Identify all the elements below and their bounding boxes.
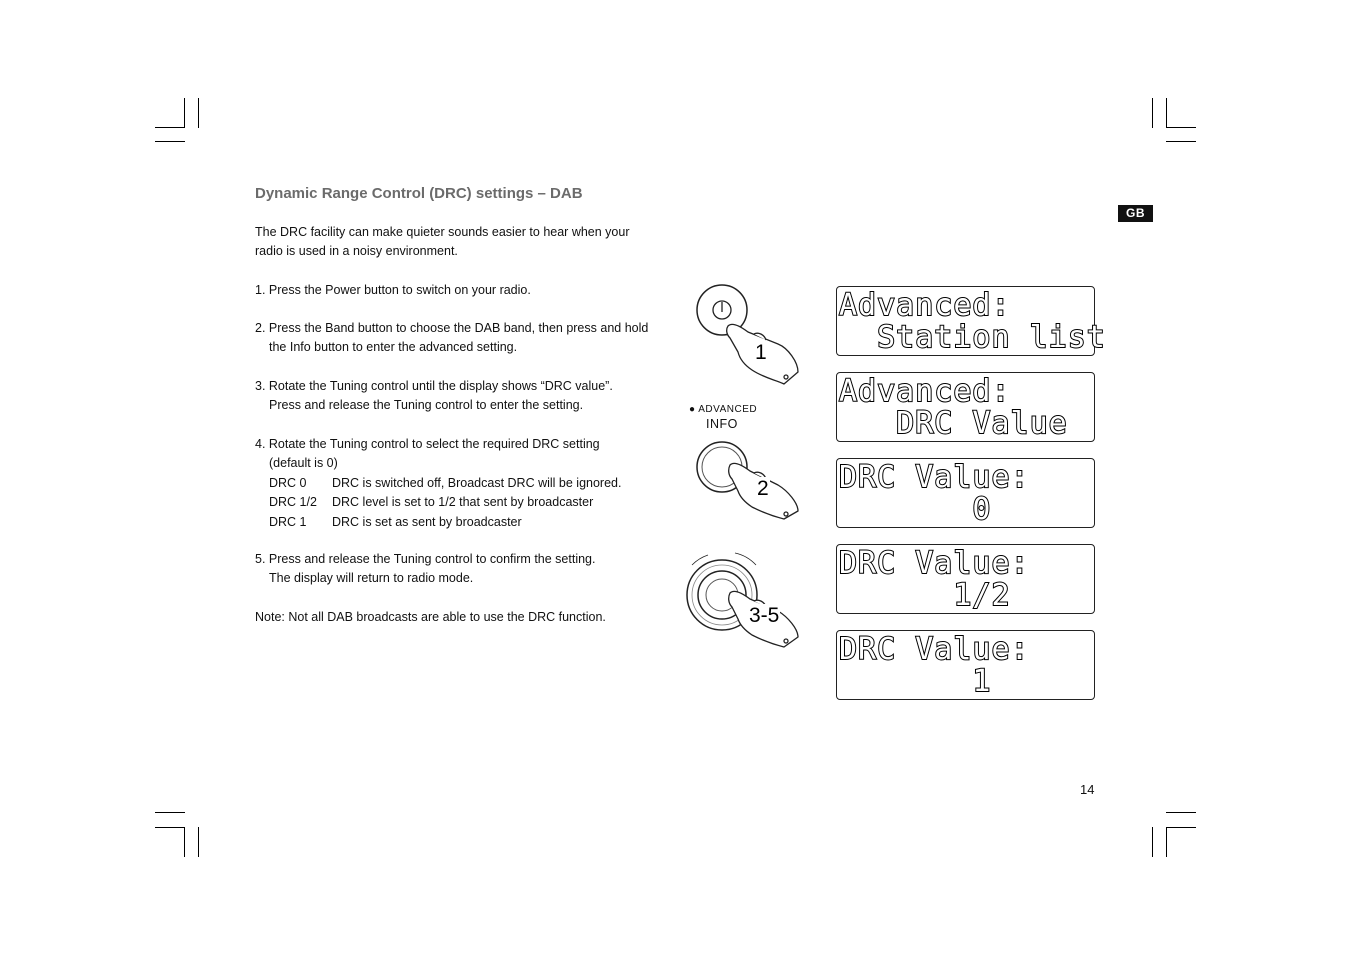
step-label-1: 1 (755, 341, 767, 364)
step-label-3-5: 3-5 (749, 604, 780, 627)
drc-option-key: DRC 0 (269, 476, 307, 490)
intro-line-1: The DRC facility can make quieter sounds easier to hear when your (255, 225, 630, 239)
lcd-line-1: Advanced: (839, 288, 1011, 323)
intro-paragraph (255, 223, 665, 262)
lcd-line-1: Advanced: (839, 374, 1011, 409)
lcd-screen (836, 372, 1095, 442)
info-label: INFO (706, 417, 738, 431)
power-button-illustration (680, 282, 810, 387)
tuning-knob-illustration (680, 535, 810, 650)
lcd-line-2: 1/2 (839, 578, 1011, 613)
lcd-line-1: DRC Value: (839, 632, 1030, 667)
step-label-2: 2 (757, 477, 769, 500)
language-badge: GB (1118, 205, 1153, 222)
lcd-line-1: DRC Value: (839, 546, 1030, 581)
drc-option-row (269, 513, 522, 532)
advanced-label: ● ADVANCED (689, 404, 758, 415)
step-2-line-1: 2. Press the Band button to choose the DAB band, then press and hold (255, 321, 649, 335)
page-title: Dynamic Range Control (DRC) settings – DAB (255, 185, 583, 202)
lcd-line-1: DRC Value: (839, 460, 1030, 495)
page-number: 14 (1080, 782, 1095, 797)
drc-option-row (269, 493, 593, 512)
step-5 (255, 550, 665, 589)
step-3 (255, 377, 665, 416)
drc-option-row (269, 474, 621, 493)
lcd-line-2: DRC Value (839, 406, 1068, 441)
drc-option-key: DRC 1/2 (269, 495, 317, 509)
step-4-line-2: (default is 0) (269, 456, 338, 471)
lcd-screen (836, 286, 1106, 356)
step-3-line-2: Press and release the Tuning control to enter the setting. (269, 398, 584, 413)
lcd-line-2: 0 (839, 492, 992, 527)
step-5-line-2: The display will return to radio mode. (269, 571, 474, 586)
drc-option-key: DRC 1 (269, 515, 307, 529)
drc-option-desc: DRC level is set to 1/2 that sent by broadcaster (332, 495, 594, 509)
lcd-line-2: 1 (839, 664, 992, 699)
drc-option-desc: DRC is switched off, Broadcast DRC will be ignored. (332, 476, 622, 490)
step-2-line-2: the Info button to enter the advanced setting. (269, 340, 518, 355)
step-2 (255, 319, 665, 358)
lcd-screen (836, 458, 1095, 528)
drc-option-desc: DRC is set as sent by broadcaster (332, 515, 522, 529)
step-4 (255, 435, 665, 474)
step-5-line-1: 5. Press and release the Tuning control to confirm the setting. (255, 552, 596, 566)
step-3-line-1: 3. Rotate the Tuning control until the display shows “DRC value”. (255, 379, 613, 393)
lcd-screen (836, 630, 1095, 700)
lcd-line-2: Station list (839, 320, 1106, 355)
step-1: 1. Press the Power button to switch on your radio. (255, 283, 531, 297)
info-button-illustration (680, 435, 810, 525)
step-4-line-1: 4. Rotate the Tuning control to select the required DRC setting (255, 437, 600, 451)
intro-line-2: radio is used in a noisy environment. (255, 244, 458, 259)
lcd-screen (836, 544, 1095, 614)
note: Note: Not all DAB broadcasts are able to use the DRC function. (255, 610, 606, 624)
